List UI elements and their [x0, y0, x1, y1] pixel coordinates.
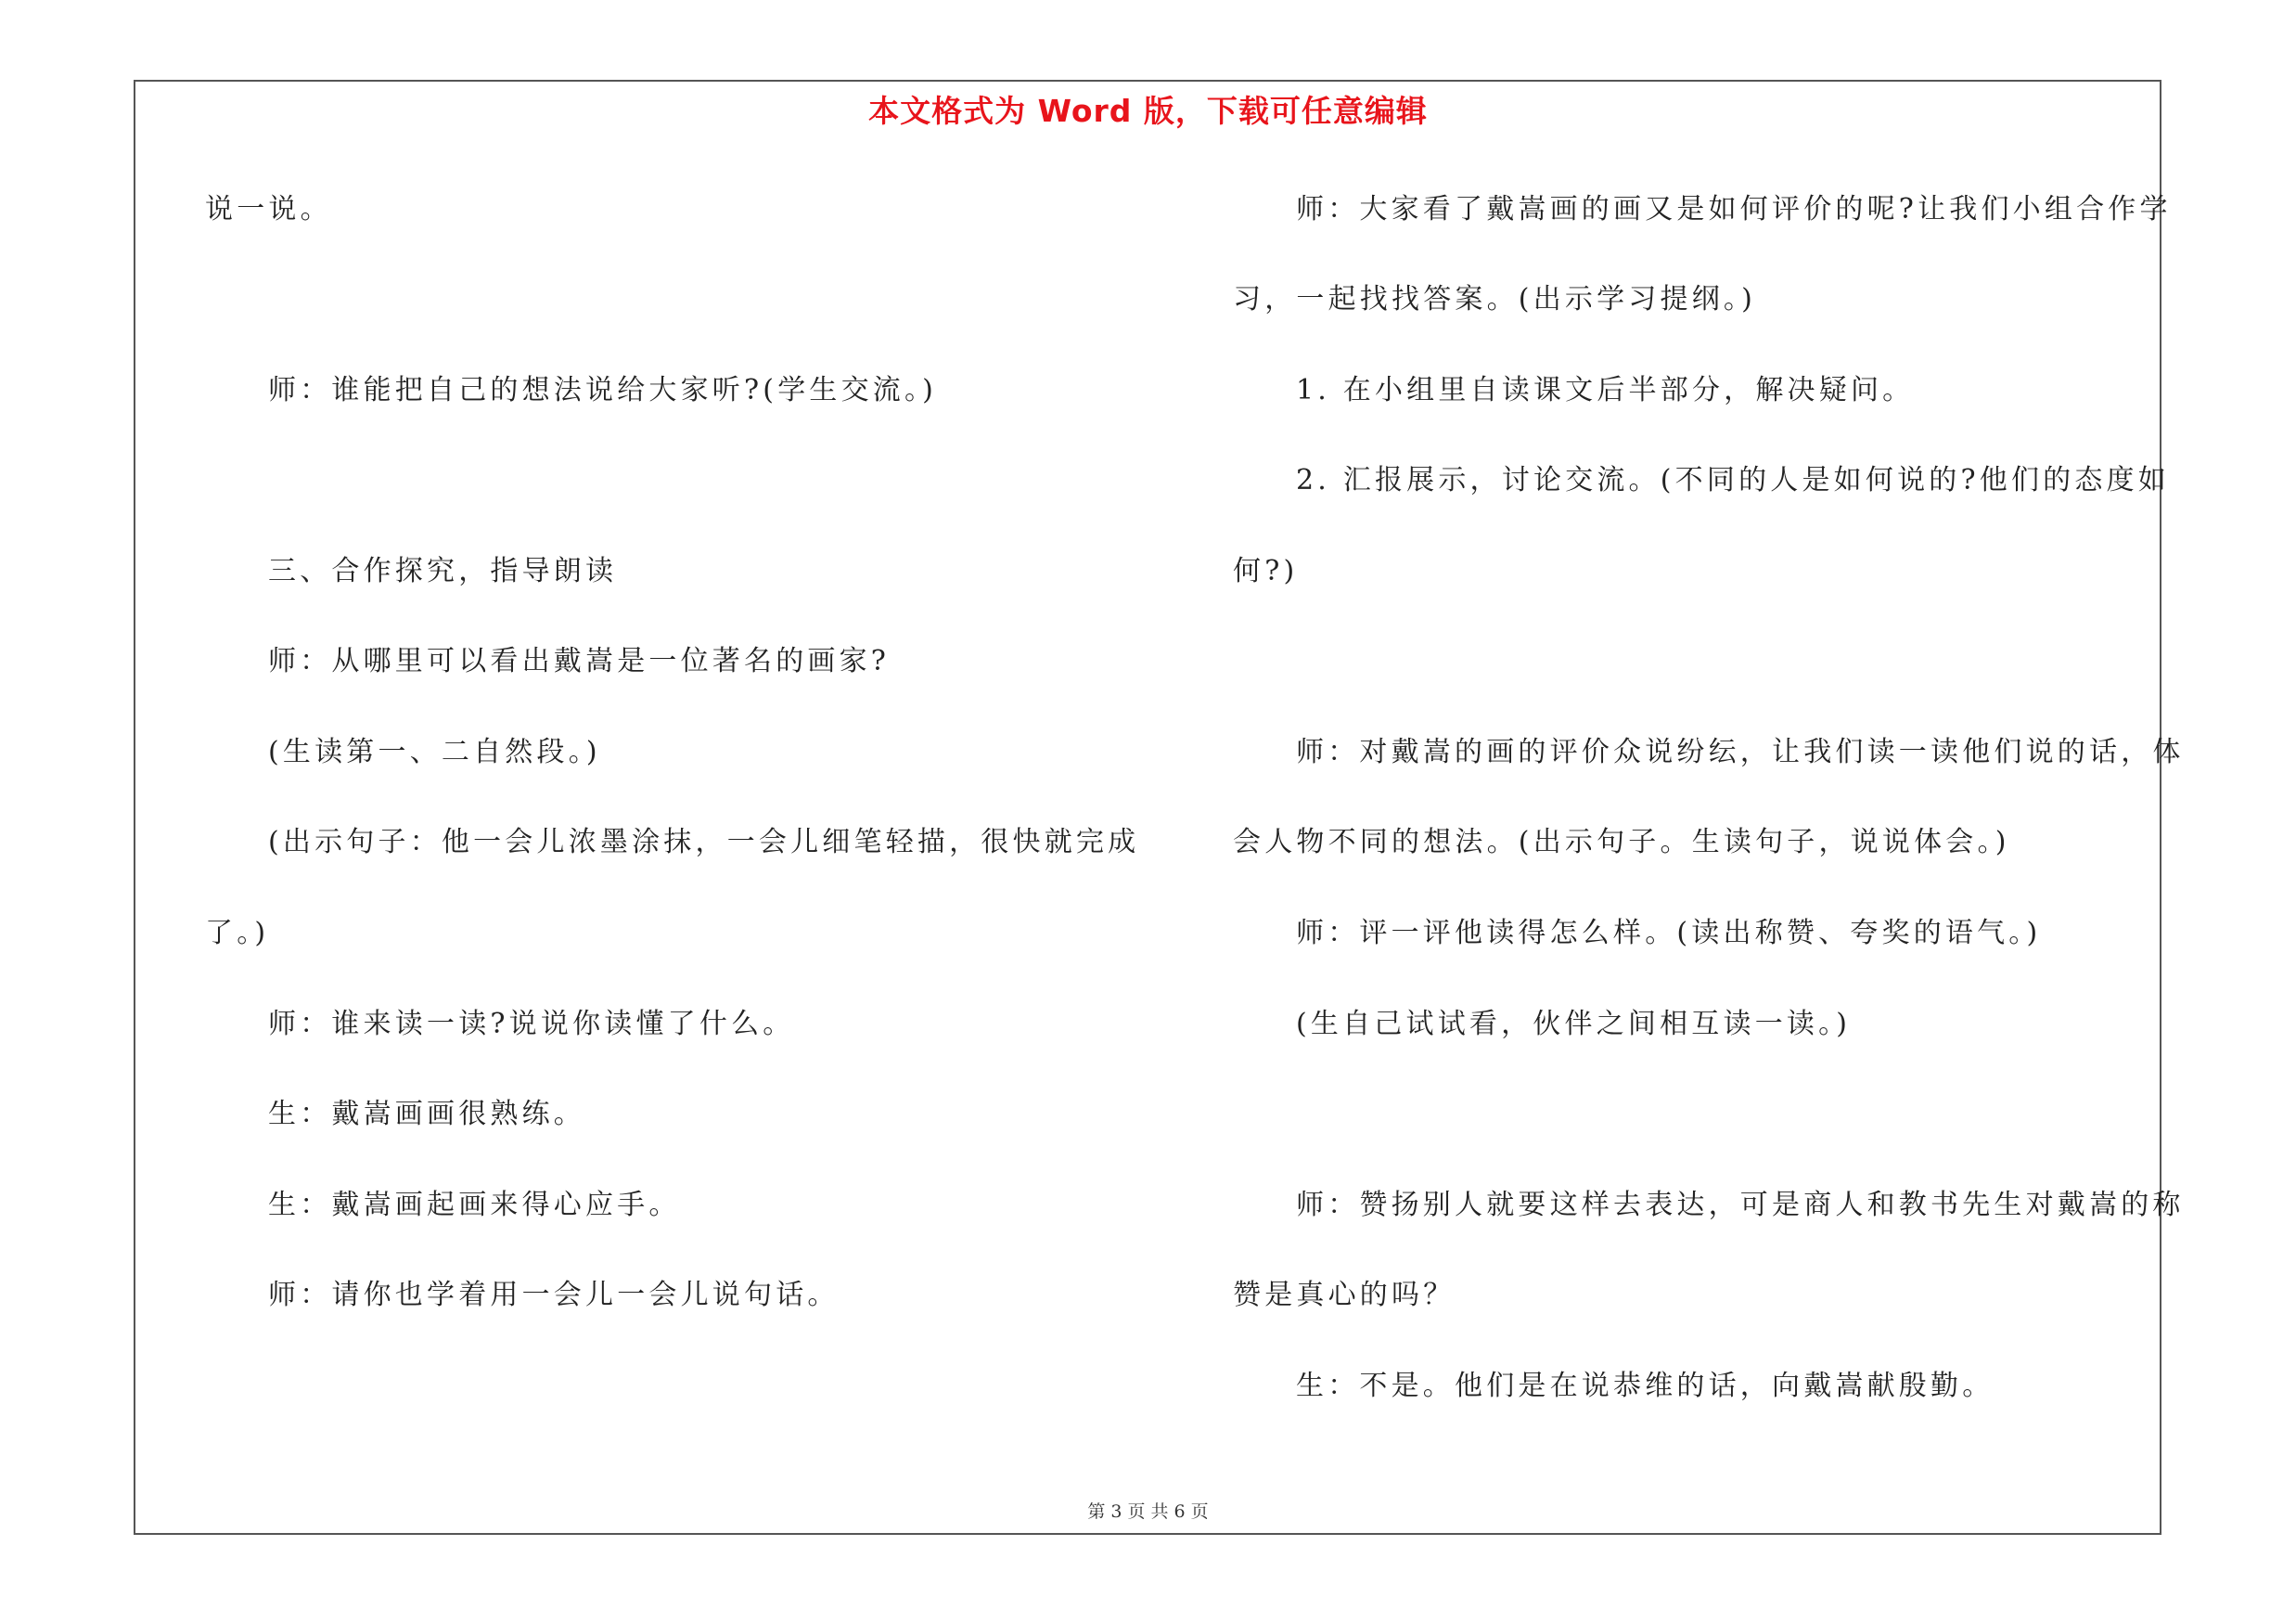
- paragraph-line: 师：谁来读一读?说说你读懂了什么。: [268, 1008, 795, 1040]
- paragraph-line: (生自己试试看，伙伴之间相互读一读。): [1296, 1008, 1852, 1040]
- paragraph-line: 会人物不同的想法。(出示句子。生读句子，说说体会。): [1233, 826, 2010, 858]
- paragraph-line: 生：戴嵩画画很熟练。: [268, 1098, 585, 1130]
- paragraph-line: 师：赞扬别人就要这样去表达，可是商人和教书先生对戴嵩的称: [1296, 1189, 2185, 1221]
- paragraph-line: (生读第一、二自然段。): [268, 736, 601, 768]
- paragraph-line: 师：大家看了戴嵩画的画又是如何评价的呢?让我们小组合作学: [1296, 193, 2172, 225]
- page-number-footer: 第 3 页 共 6 页: [1087, 1501, 1209, 1522]
- page-frame: [134, 80, 2161, 1535]
- paragraph-line: 生：戴嵩画起画来得心应手。: [268, 1189, 681, 1221]
- page-header-title: 本文格式为 Word 版，下载可任意编辑: [868, 93, 1428, 129]
- paragraph-line: 说一说。: [205, 193, 332, 225]
- paragraph-line: 师：从哪里可以看出戴嵩是一位著名的画家?: [268, 645, 891, 677]
- paragraph-line: 生：不是。他们是在说恭维的话，向戴嵩献殷勤。: [1296, 1370, 1995, 1402]
- list-item: 1. 在小组里自读课文后半部分，解决疑问。: [1296, 374, 1915, 406]
- paragraph-line: 习，一起找找答案。(出示学习提纲。): [1233, 283, 1757, 316]
- paragraph-line: 了。): [205, 917, 270, 949]
- section-heading: 三、合作探究，指导朗读: [268, 555, 618, 587]
- paragraph-line: 师：评一评他读得怎么样。(读出称赞、夸奖的语气。): [1296, 917, 2042, 949]
- paragraph-line: 何?): [1233, 555, 1299, 587]
- paragraph-line: (出示句子：他一会儿浓墨涂抹，一会儿细笔轻描，很快就完成: [268, 826, 1140, 858]
- paragraph-line: 师：对戴嵩的画的评价众说纷纭，让我们读一读他们说的话，体: [1296, 736, 2185, 768]
- paragraph-line: 赞是真心的吗？: [1233, 1279, 1456, 1311]
- paragraph-line: 师：谁能把自己的想法说给大家听?(学生交流。): [268, 374, 938, 406]
- paragraph-line: 师：请你也学着用一会儿一会儿说句话。: [268, 1279, 840, 1311]
- list-item: 2. 汇报展示，讨论交流。(不同的人是如何说的?他们的态度如: [1296, 464, 2170, 496]
